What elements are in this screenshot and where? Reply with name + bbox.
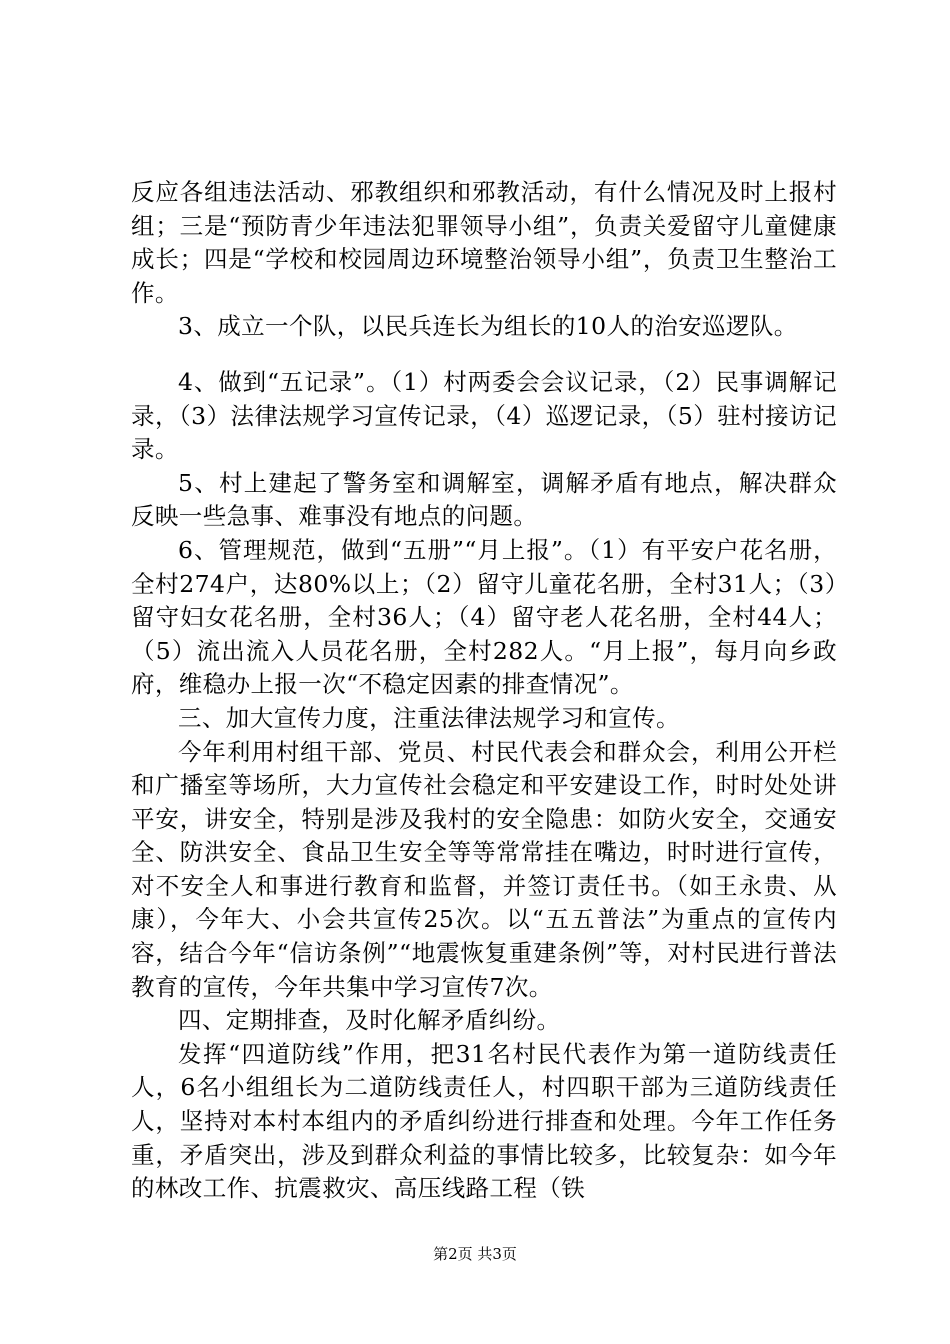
paragraph-item-4: 4、做到“五记录”。（1）村两委会会议记录，（2）民事调解记录，（3）法律法规学习宣传记录，（4）巡逻记录，（5）驻村接访记录。 — [131, 367, 837, 464]
paragraph-item-6: 6、管理规范，做到“五册”“月上报”。（1）有平安户花名册，全村274户，达80%以上；（2）留守儿童花名册，全村31人；（3）留守妇女花名册，全村36人；（4）留守老人花名册，全村44人；（5）流出流入人员花名册，全村282人。“月上报”，每月向乡政府，维稳办上报一次“不稳定因素的排查情况”。 — [131, 535, 837, 699]
paragraph-defense-lines: 发挥“四道防线”作用，把31名村民代表作为第一道防线责任人，6名小组组长为二道防线责任人，村四职干部为三道防线责任人，坚持对本村本组内的矛盾纠纷进行排查和处理。今年工作任务重，矛盾突出，涉及到群众利益的事情比较多，比较复杂：如今年的林改工作、抗震救灾、高压线路工程（铁 — [131, 1039, 837, 1203]
section-heading-3: 三、加大宣传力度，注重法律法规学习和宣传。 — [178, 703, 680, 732]
section-heading-4: 四、定期排查，及时化解矛盾纠纷。 — [178, 1006, 561, 1035]
document-body — [131, 176, 837, 1206]
page-number-footer: 第2页 共3页 — [433, 1245, 517, 1263]
paragraph-item-3: 3、成立一个队，以民兵连长为组长的10人的治安巡逻队。 — [178, 312, 798, 341]
paragraph-continuation: 反应各组违法活动、邪教组织和邪教活动，有什么情况及时上报村组；三是“预防青少年违法犯罪领导小组”，负责关爱留守儿童健康成长；四是“学校和校园周边环境整治领导小组”，负责卫生整治工作。 — [131, 178, 837, 307]
paragraph-item-5: 5、村上建起了警务室和调解室，调解矛盾有地点，解决群众反映一些急事、难事没有地点的问题。 — [131, 468, 837, 531]
paragraph-publicity: 今年利用村组干部、党员、村民代表会和群众会，利用公开栏和广播室等场所，大力宣传社会稳定和平安建设工作，时时处处讲平安，讲安全，特别是涉及我村的安全隐患：如防火安全，交通安全、防洪安全、食品卫生安全等等常常挂在嘴边，时时进行宣传，对不安全人和事进行教育和监督，并签订责任书。（如王永贵、从康），今年大、小会共宣传25次。以“五五普法”为重点的宣传内容，结合今年“信访条例”“地震恢复重建条例”等，对村民进行普法教育的宣传，今年共集中学习宣传7次。 — [131, 737, 837, 1001]
